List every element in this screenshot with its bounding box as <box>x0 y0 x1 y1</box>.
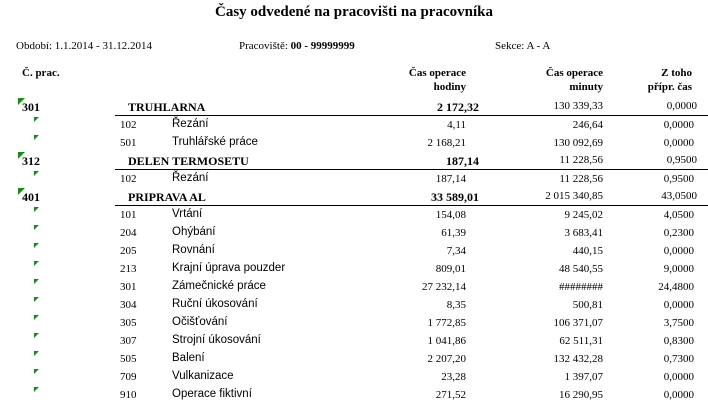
item-prep: 0,0000 <box>663 137 694 149</box>
item-hours: 61,39 <box>441 227 466 239</box>
column-minutes-header <box>510 66 603 94</box>
item-prep: 9,0000 <box>663 263 694 275</box>
workplace-label: Pracoviště: <box>239 40 288 52</box>
row-marker-icon <box>34 261 39 266</box>
item-name: Řezání <box>172 118 209 130</box>
item-prep: 3,7500 <box>663 317 694 329</box>
item-code: 102 <box>120 119 137 131</box>
item-hours: 7,34 <box>446 245 466 257</box>
group-prep: 0,9500 <box>666 154 697 166</box>
column-prep-line2: přípr. čas <box>647 81 692 93</box>
item-code: 301 <box>120 281 137 293</box>
item-minutes: 440,15 <box>572 245 603 257</box>
item-name: Balení <box>172 352 205 364</box>
row-marker-icon <box>34 135 39 140</box>
row-marker-icon <box>34 117 39 122</box>
item-code: 304 <box>120 299 137 311</box>
item-prep: 24,4800 <box>658 281 694 293</box>
item-code: 501 <box>120 137 137 149</box>
group-code: 312 <box>22 154 40 168</box>
workplace-value: 00 - 99999999 <box>290 40 355 52</box>
item-prep: 0,0000 <box>663 371 694 383</box>
workplace-filter <box>239 40 355 52</box>
row-marker-icon <box>34 225 39 230</box>
item-code: 307 <box>120 335 137 347</box>
group-code: 401 <box>22 190 40 204</box>
item-name: Operace fiktivní <box>172 388 252 400</box>
item-minutes: 500,81 <box>572 299 603 311</box>
item-minutes: 9 245,02 <box>564 209 603 221</box>
item-hours: 2 207,20 <box>427 353 466 365</box>
item-name: Krajní úprava pouzder <box>172 262 286 274</box>
item-prep: 0,0000 <box>663 245 694 257</box>
item-prep: 0,8300 <box>663 335 694 347</box>
group-divider <box>115 115 708 116</box>
item-prep: 0,2300 <box>663 227 694 239</box>
item-code: 205 <box>120 245 137 257</box>
group-prep: 0,0000 <box>666 100 697 112</box>
row-marker-icon <box>34 207 39 212</box>
item-code: 102 <box>120 173 137 185</box>
item-code: 910 <box>120 389 137 401</box>
row-marker-icon <box>34 387 39 392</box>
row-marker-icon <box>34 279 39 284</box>
row-marker-icon <box>34 171 39 176</box>
group-code: 301 <box>22 100 40 114</box>
item-name: Očišťování <box>172 316 228 328</box>
item-hours: 27 232,14 <box>422 281 466 293</box>
item-minutes: 62 511,31 <box>559 335 603 347</box>
item-hours: 271,52 <box>435 389 466 401</box>
item-name: Ruční úkosování <box>172 298 258 310</box>
section-label: Sekce: A - A <box>495 40 551 52</box>
row-marker-icon <box>34 333 39 338</box>
item-minutes: 3 683,41 <box>564 227 603 239</box>
item-minutes: 11 228,56 <box>559 173 603 185</box>
item-minutes: 48 540,55 <box>559 263 603 275</box>
item-prep: 0,0000 <box>663 299 694 311</box>
row-marker-icon <box>34 297 39 302</box>
group-minutes: 11 228,56 <box>559 154 603 166</box>
group-minutes: 2 015 340,85 <box>545 190 603 202</box>
item-name: Ohýbání <box>172 226 216 238</box>
item-prep: 4,0500 <box>663 209 694 221</box>
group-prep: 43,0500 <box>661 190 697 202</box>
item-hours: 2 168,21 <box>427 137 466 149</box>
group-minutes: 130 339,33 <box>553 100 603 112</box>
item-name: Řezání <box>172 172 209 184</box>
period-label: Období: 1.1.2014 - 31.12.2014 <box>16 40 152 52</box>
item-hours: 187,14 <box>435 173 466 185</box>
item-code: 213 <box>120 263 137 275</box>
item-minutes: ######## <box>559 281 603 293</box>
item-name: Zámečnické práce <box>172 280 266 292</box>
group-divider <box>115 205 708 206</box>
item-hours: 23,28 <box>441 371 466 383</box>
row-marker-icon <box>34 243 39 248</box>
column-hours-line1: Čas operace <box>408 67 466 79</box>
column-prep-line1: Z toho <box>661 67 692 79</box>
column-prep-header <box>610 66 692 94</box>
item-name: Truhlářské práce <box>172 136 258 148</box>
row-marker-icon <box>34 351 39 356</box>
item-code: 101 <box>120 209 137 221</box>
group-name: TRUHLARNA <box>128 100 206 114</box>
row-marker-icon <box>34 315 39 320</box>
item-prep: 0,7300 <box>663 353 694 365</box>
column-minutes-line1: Čas operace <box>545 67 603 79</box>
item-minutes: 106 371,07 <box>553 317 603 329</box>
item-code: 305 <box>120 317 137 329</box>
column-hours-line2: hodiny <box>433 81 466 93</box>
item-name: Strojní úkosování <box>172 334 261 346</box>
item-hours: 1 041,86 <box>427 335 466 347</box>
item-prep: 0,0000 <box>663 119 694 131</box>
group-divider <box>115 169 708 170</box>
group-hours: 33 589,01 <box>431 190 479 204</box>
item-minutes: 132 432,28 <box>553 353 603 365</box>
item-prep: 0,9500 <box>663 173 694 185</box>
column-minutes-line2: minuty <box>569 81 603 93</box>
item-hours: 1 772,85 <box>427 317 466 329</box>
item-name: Vulkanizace <box>172 370 234 382</box>
column-hours-header <box>380 66 466 94</box>
report-title: Časy odvedené na pracovišti na pracovníka <box>215 4 493 20</box>
group-hours: 2 172,32 <box>437 100 479 114</box>
item-prep: 0,0000 <box>663 389 694 401</box>
item-minutes: 246,64 <box>572 119 603 131</box>
item-minutes: 130 092,69 <box>553 137 603 149</box>
item-name: Rovnání <box>172 244 215 256</box>
row-marker-icon <box>34 369 39 374</box>
item-code: 709 <box>120 371 137 383</box>
item-hours: 8,35 <box>446 299 466 311</box>
group-hours: 187,14 <box>446 154 479 168</box>
group-name: PRIPRAVA AL <box>128 190 206 204</box>
item-hours: 4,11 <box>447 119 466 131</box>
item-hours: 809,01 <box>435 263 466 275</box>
item-name: Vrtání <box>172 208 203 220</box>
column-code-header: Č. prac. <box>22 67 60 79</box>
item-minutes: 16 290,95 <box>559 389 603 401</box>
group-name: DELEN TERMOSETU <box>128 154 249 168</box>
item-code: 204 <box>120 227 137 239</box>
item-hours: 154,08 <box>435 209 466 221</box>
item-code: 505 <box>120 353 137 365</box>
item-minutes: 1 397,07 <box>564 371 603 383</box>
